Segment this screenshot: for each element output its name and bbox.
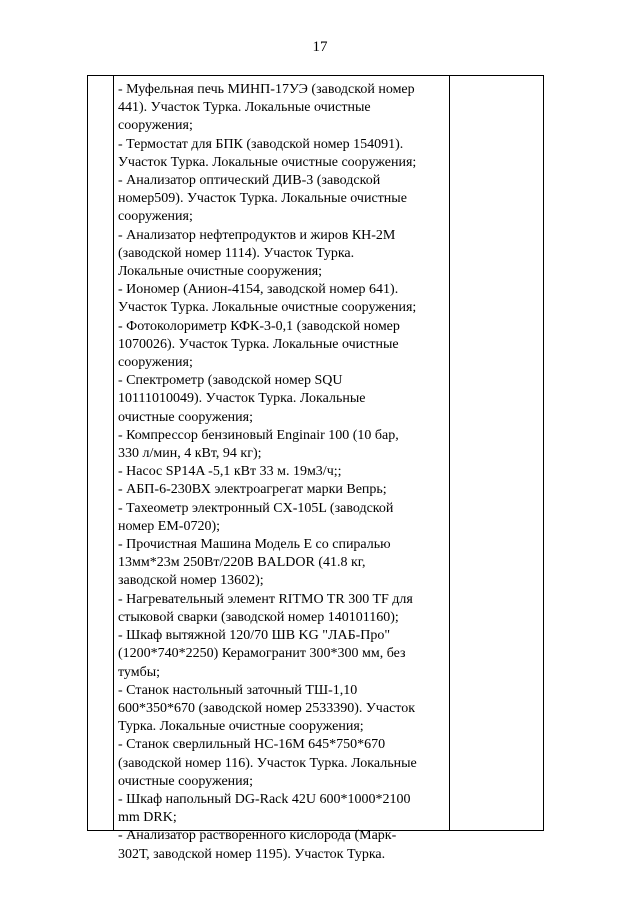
list-item: - АБП-6-230ВХ электроагрегат марки Вепрь;: [118, 482, 387, 498]
list-item: - Компрессор бензиновый Enginair 100 (10 бар, 330 л/мин, 4 кВт, 94 кг);: [118, 427, 399, 462]
list-item: - Станок сверлильный НС-16М 645*750*670 (заводской номер 116). Участок Турка. Локальные очистные сооружения;: [118, 737, 417, 789]
page-number: 17: [312, 39, 328, 55]
table-column-divider: [449, 76, 450, 830]
table-column-divider: [113, 76, 114, 830]
list-item: - Фотоколориметр КФК-3-0,1 (заводской номер 1070026). Участок Турка. Локальные очистные сооружения;: [118, 318, 400, 371]
equipment-table: [87, 75, 544, 862]
list-item: - Тахеометр электронный CX-105L (заводской номер ЕМ-0720);: [118, 500, 394, 534]
list-item: - Станок настольный заточный ТШ-1,10 600*350*670 (заводской номер 2533390). Участок Турка. Локальные очистные сооружения;: [118, 682, 416, 735]
list-item: - Термостат для БПК (заводской номер 154091). Участок Турка. Локальные очистные сооружения;: [118, 136, 417, 170]
list-item: - Шкаф напольный DG-Rack 42U 600*1000*2100 mm DRK;: [118, 791, 411, 826]
list-item: - Спектрометр (заводской номер SQU 10111010049). Участок Турка. Локальные очистные сооружения;: [118, 373, 366, 425]
list-item: - Муфельная печь МИНП-17УЭ (заводской номер 441). Участок Турка. Локальные очистные сооружения;: [118, 82, 415, 134]
list-item: - Анализатор нефтепродуктов и жиров КН-2М (заводской номер 1114). Участок Турка. Локальные очистные сооружения;: [118, 227, 396, 280]
equipment-list-cell: [118, 81, 446, 864]
list-item: - Анализатор оптический ДИВ-3 (заводской номер509). Участок Турка. Локальные очистные сооружения;: [118, 173, 407, 225]
list-item: - Иономер (Анион-4154, заводской номер 641). Участок Турка. Локальные очистные сооружения;: [118, 282, 417, 316]
list-item: - Прочистная Машина Модель Е со спиралью 13мм*23м 250Вт/220В BALDOR (41.8 кг, заводской номер 13602);: [118, 537, 391, 589]
list-item: - Анализатор растворенного кислорода (Марк- 302Т, заводской номер 1195). Участок Турка.: [118, 828, 397, 862]
list-item: - Нагревательный элемент RITMO TR 300 TF для стыковой сварки (заводской номер 140101160);: [118, 591, 413, 625]
list-item: - Насос SP14A -5,1 кВт 33 м. 19м3/ч;;: [118, 464, 342, 480]
list-item: - Шкаф вытяжной 120/70 ШВ KG "ЛАБ-Про" (1200*740*2250) Керамогранит 300*300 мм, без тумбы;: [118, 628, 406, 680]
